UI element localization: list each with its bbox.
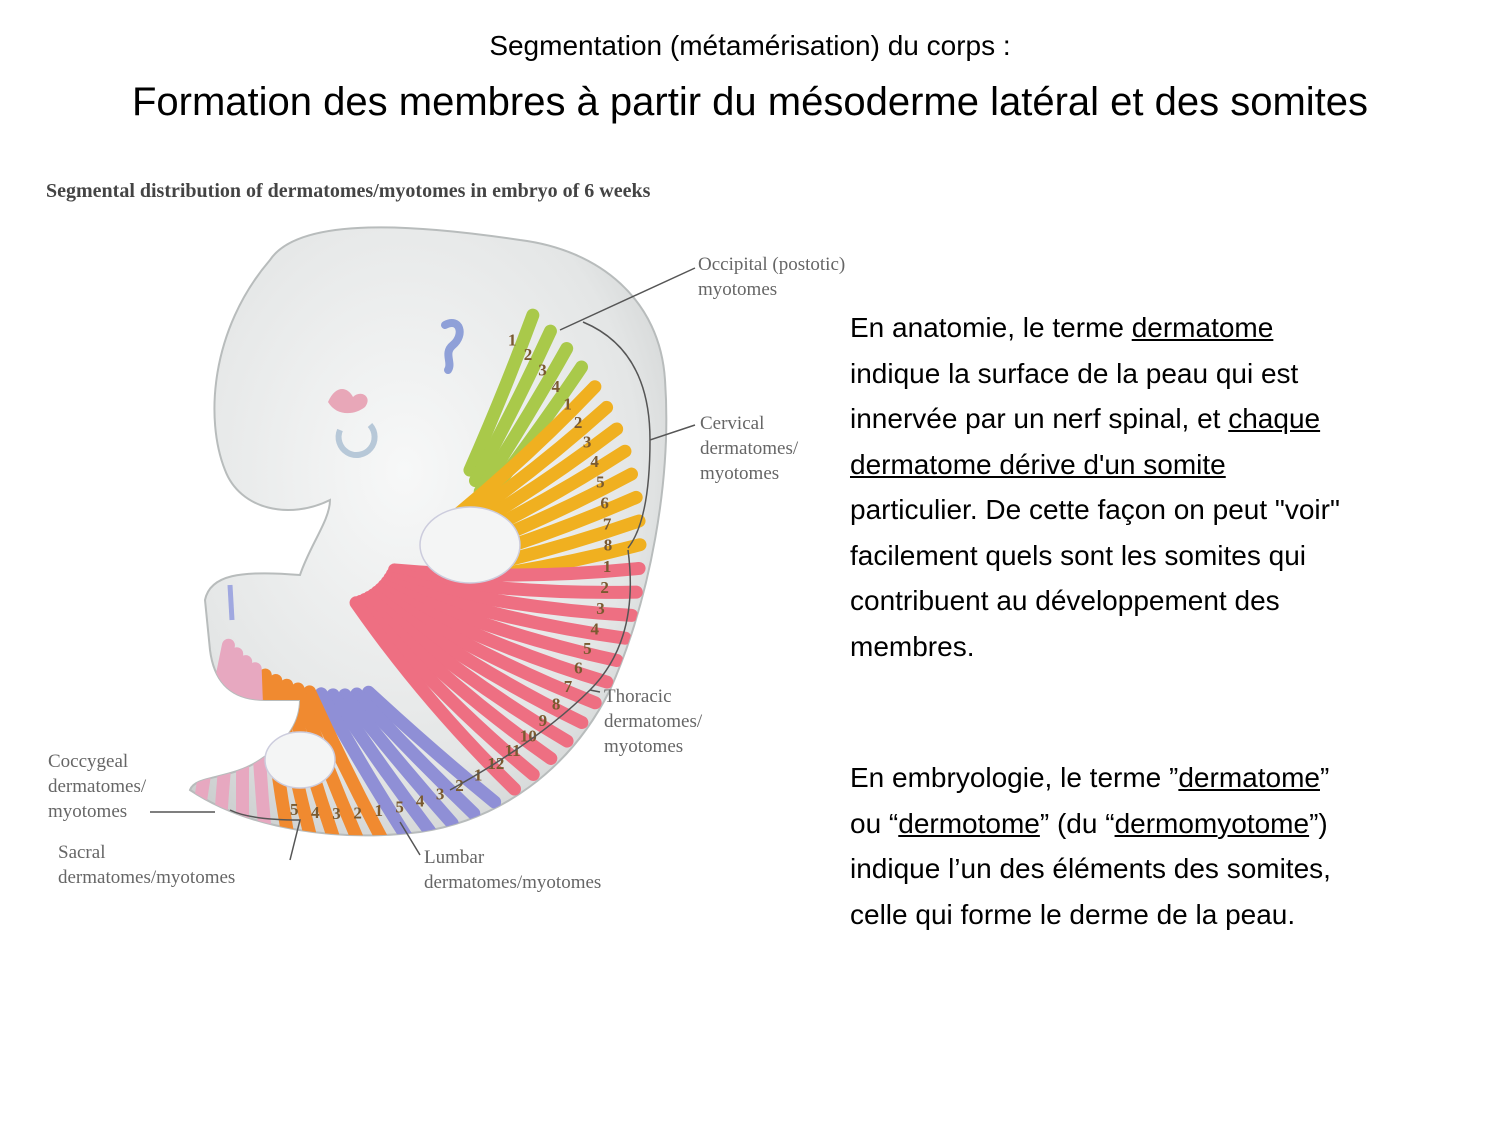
underlined-term: dermatome dérive d'un somite xyxy=(850,448,1226,480)
svg-text:dermatomes/: dermatomes/ xyxy=(604,711,703,732)
cervical-segment-number: 5 xyxy=(596,472,605,492)
svg-text:dermatomes/myotomes: dermatomes/myotomes xyxy=(424,872,602,893)
label-cervical xyxy=(700,413,799,484)
upper-limb-bud xyxy=(420,507,520,583)
slide-subtitle: Segmentation (métamérisation) du corps : xyxy=(489,30,1011,61)
text-segment: En embryologie, le terme ” xyxy=(850,762,1179,793)
thoracic-segment-number: 2 xyxy=(600,578,609,598)
sacral-segment-number: 2 xyxy=(353,803,362,823)
sacral-segment-number: 3 xyxy=(332,803,341,823)
lumbar-segment-number: 1 xyxy=(473,765,483,785)
thoracic-segment-number: 12 xyxy=(487,753,505,773)
text-segment: membres. xyxy=(850,630,975,662)
text-line xyxy=(850,755,1331,801)
sacral-segment-number: 4 xyxy=(311,802,320,822)
text-segment: En anatomie, le terme xyxy=(850,312,1132,343)
svg-text:dermatomes/: dermatomes/ xyxy=(48,776,147,797)
underlined-term: dermatome xyxy=(1131,312,1274,343)
thoracic-segment-number: 5 xyxy=(583,639,592,659)
cervical-segment-number: 7 xyxy=(602,514,612,534)
label-lumbar xyxy=(424,847,601,893)
text-segment: ou “ xyxy=(850,807,899,839)
text-line xyxy=(850,846,1331,892)
text-segment: indique la surface de la peau qui est xyxy=(850,357,1299,389)
occipital-segment-number: 2 xyxy=(523,344,533,364)
lumbar-segment-number: 3 xyxy=(435,784,445,804)
slide-title: Formation des membres à partir du mésoderme latéral et des somites xyxy=(131,80,1369,124)
text-line xyxy=(850,487,1340,533)
svg-text:Thoracic: Thoracic xyxy=(604,686,672,707)
text-line xyxy=(850,533,1340,579)
text-line xyxy=(850,624,1340,670)
text-segment: contribuent au développement des xyxy=(850,585,1280,616)
occipital-segment-number: 4 xyxy=(551,377,561,397)
underlined-term: dermomyotome xyxy=(1114,807,1310,839)
text-line xyxy=(850,892,1331,938)
label-coccygeal xyxy=(48,751,147,822)
umbilical-stump xyxy=(230,585,232,620)
text-segment: facilement quels sont les somites qui xyxy=(850,539,1306,571)
cervical-segment-number: 2 xyxy=(573,413,583,433)
lumbar-segment-number: 2 xyxy=(455,775,464,795)
svg-text:myotomes: myotomes xyxy=(700,463,780,484)
sacral-segment-number: 1 xyxy=(374,801,384,821)
svg-text:Lumbar: Lumbar xyxy=(424,847,485,868)
text-segment: ” xyxy=(1319,762,1330,793)
thoracic-segment-number: 8 xyxy=(551,694,561,714)
cervical-segment-number: 1 xyxy=(563,394,572,414)
thoracic-segment-number: 6 xyxy=(574,658,583,678)
text-line xyxy=(850,801,1331,847)
sacral-segment-number: 5 xyxy=(289,800,299,820)
thoracic-segment-number: 9 xyxy=(538,711,548,731)
coccygeal-segment xyxy=(242,662,245,829)
svg-text:Sacral: Sacral xyxy=(58,842,106,863)
figure-caption: Segmental distribution of dermatomes/myotomes in embryo of 6 weeks xyxy=(46,180,651,202)
label-thoracic xyxy=(604,686,703,757)
text-line xyxy=(850,351,1340,397)
label-sacral xyxy=(58,842,235,888)
thoracic-segment-number: 7 xyxy=(563,676,573,696)
cervical-segment-number: 3 xyxy=(582,432,592,452)
text-line xyxy=(850,305,1340,351)
svg-text:myotomes: myotomes xyxy=(698,279,778,300)
lumbar-segment-number: 5 xyxy=(395,797,404,817)
thoracic-segment-number: 10 xyxy=(519,726,537,746)
thoracic-segment-number: 1 xyxy=(602,556,612,576)
text-segment: particulier. De cette façon on peut "voir" xyxy=(850,494,1340,525)
thoracic-segment-number: 4 xyxy=(590,619,599,639)
occipital-segment-number: 1 xyxy=(508,330,517,350)
cervical-segment-number: 6 xyxy=(600,493,609,513)
text-line xyxy=(850,442,1340,488)
lumbar-segment-number: 4 xyxy=(415,791,425,811)
underlined-term: dermotome xyxy=(898,807,1040,839)
text-segment: ”) xyxy=(1309,807,1328,839)
underlined-term: dermatome xyxy=(1178,762,1320,793)
cervical-segment-number: 4 xyxy=(590,452,599,472)
svg-text:myotomes: myotomes xyxy=(48,801,128,822)
underlined-term: chaque xyxy=(1228,403,1321,434)
label-occipital xyxy=(698,254,845,300)
svg-text:Cervical: Cervical xyxy=(700,413,765,434)
anatomy-paragraph xyxy=(850,305,1340,669)
thoracic-segment-number: 3 xyxy=(596,598,605,618)
svg-text:dermatomes/myotomes: dermatomes/myotomes xyxy=(58,867,236,888)
text-line xyxy=(850,396,1340,442)
text-segment: celle qui forme le derme de la peau. xyxy=(850,898,1296,930)
lower-limb-bud xyxy=(265,732,335,788)
text-line xyxy=(850,578,1340,624)
svg-text:myotomes: myotomes xyxy=(604,736,684,757)
occipital-segment-number: 3 xyxy=(538,360,547,380)
svg-text:Coccygeal: Coccygeal xyxy=(48,751,129,772)
thoracic-segment-number: 11 xyxy=(504,740,521,760)
svg-text:Occipital (postotic): Occipital (postotic) xyxy=(698,254,846,275)
cervical-segment-number: 8 xyxy=(603,535,613,555)
embryology-paragraph xyxy=(850,755,1331,937)
embryo-illustration xyxy=(0,200,900,920)
svg-text:dermatomes/: dermatomes/ xyxy=(700,438,799,459)
text-segment: ” (du “ xyxy=(1039,807,1115,839)
text-segment: indique l’un des éléments des somites, xyxy=(850,853,1331,884)
text-segment: innervée par un nerf spinal, et xyxy=(850,403,1229,434)
